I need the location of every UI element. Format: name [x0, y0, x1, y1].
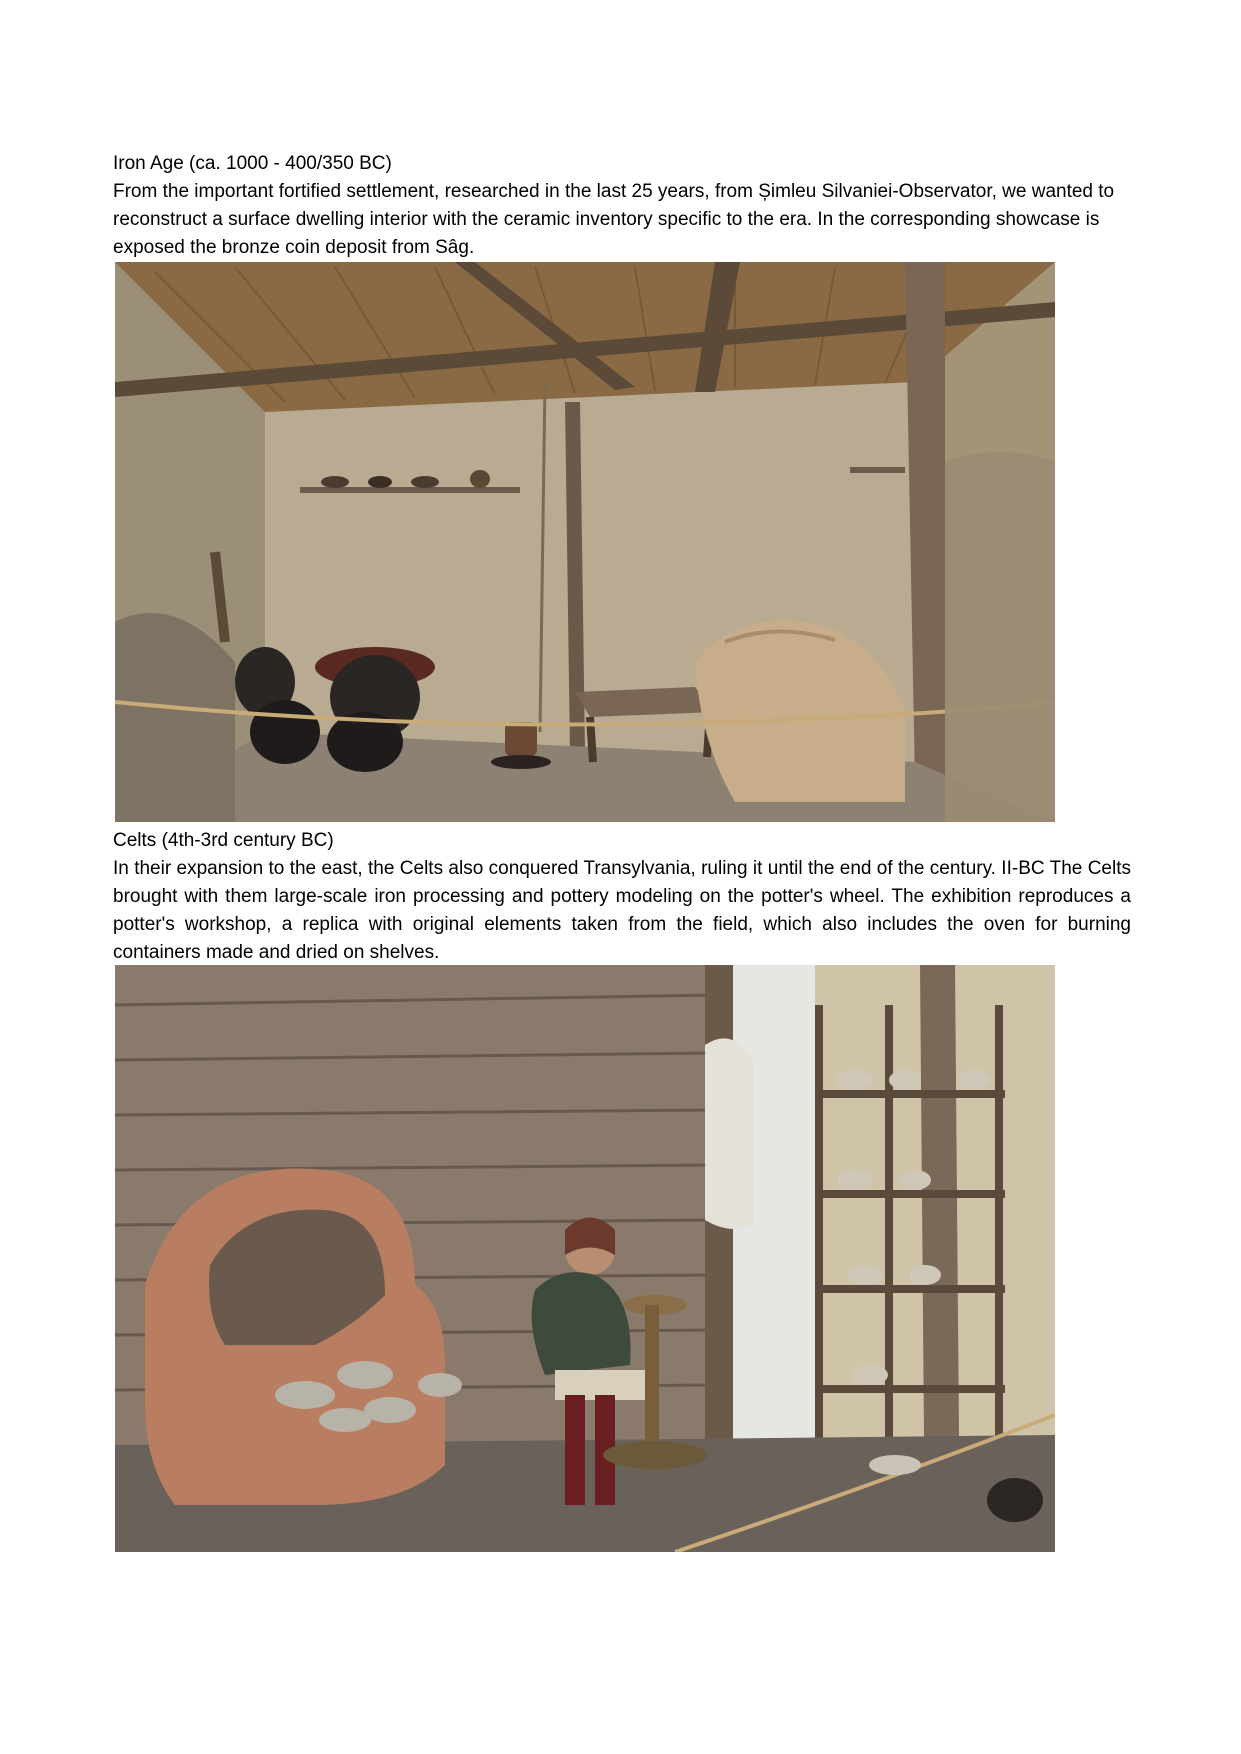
- celts-paragraph: In their expansion to the east, the Celts also conquered Transylvania, ruling it until the end of the century. II-BC The Celts brought with them large-scale iron processing and pottery modeling on the potter's wheel. The exhibition reproduces a potter's workshop, a replica with original elements taken from the field, which also includes the oven for burning containers made and dried on shelves.: [113, 858, 1131, 963]
- iron-age-section: [113, 150, 1131, 262]
- iron-age-dwelling-photo: [115, 262, 1055, 822]
- iron-age-heading: Iron Age (ca. 1000 - 400/350 BC): [113, 153, 392, 174]
- iron-age-paragraph: From the important fortified settlement, researched in the last 25 years, from Șimleu Silvaniei-Observator, we wanted to reconstruct a surface dwelling interior with the ceramic inventory specific to the era. In the corresponding showcase is exposed the bronze coin deposit from Sâg.: [113, 181, 1115, 258]
- celts-heading: Celts (4th-3rd century BC): [113, 830, 334, 851]
- iron-age-dwelling-illustration: [115, 262, 1055, 822]
- celts-section: [113, 827, 1131, 967]
- celtic-potter-workshop-illustration: [115, 965, 1055, 1552]
- celtic-potter-workshop-photo: [115, 965, 1055, 1552]
